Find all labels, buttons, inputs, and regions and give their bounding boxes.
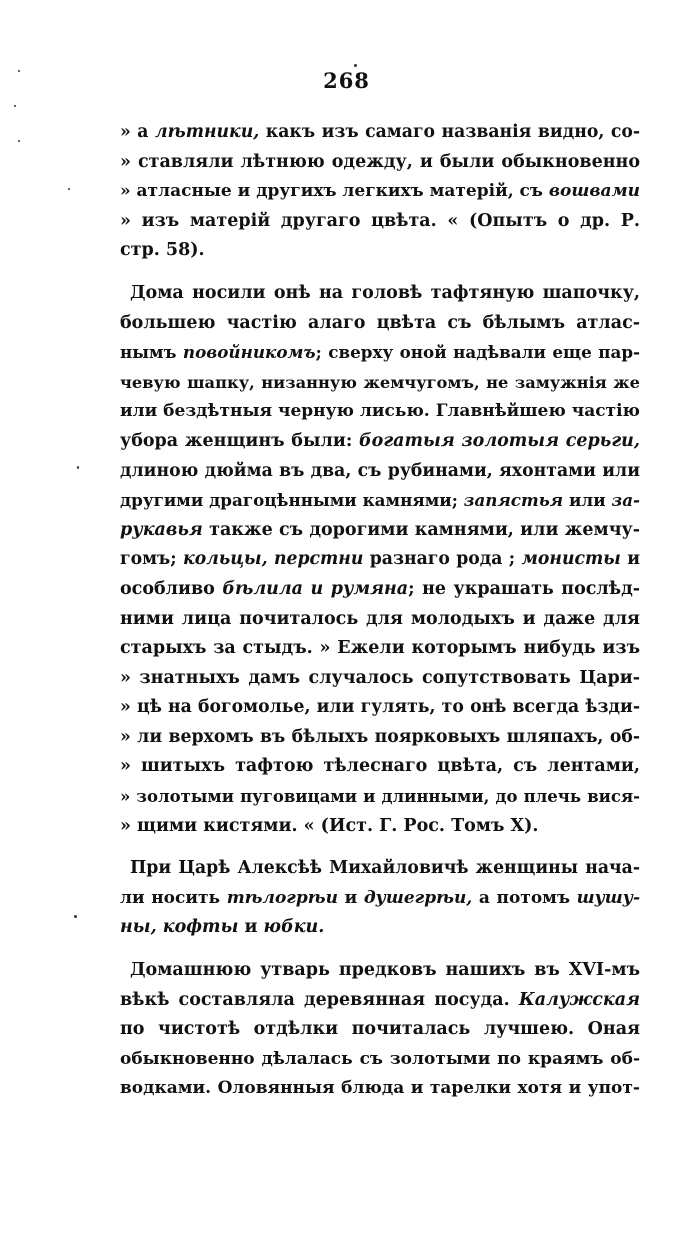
speck [68, 188, 70, 190]
text-line: При Царѣ Алексѣѣ Михайловичѣ женщины нача- [130, 858, 640, 879]
text-line: особливо бѣлила и румяна; не украшать послѣд- [120, 578, 640, 599]
speck [77, 466, 79, 469]
text-line: » изъ матерій другаго цвѣта. « (Опытъ о др. Р. [120, 210, 640, 231]
text-line: рукавья также съ дорогими камнями, или жемчу- [120, 519, 640, 540]
text-line: ны, кофты и юбки. [120, 917, 325, 938]
text-line: большею частію алаго цвѣта съ бѣлымъ атлас- [120, 312, 640, 333]
text-line: » щими кистями. « (Ист. Г. Рос. Томъ X). [120, 815, 539, 836]
speck [14, 105, 16, 107]
text-line: » ставляли лѣтнюю одежду, и были обыкновенно [120, 151, 640, 172]
text-line: длиною дюйма въ два, съ рубинами, яхонтами или [120, 460, 640, 481]
body-text [120, 118, 640, 1104]
speck [354, 64, 357, 67]
speck [18, 70, 20, 72]
text-line: стр. 58). [120, 240, 205, 261]
text-line: чевую шапку, низанную жемчугомъ, не замужнія же [120, 372, 640, 392]
speck [74, 915, 77, 918]
text-line: гомъ; кольцы, перстни разнаго рода ; монисты и [120, 549, 640, 570]
text-line: или бездѣтныя черную лисью. Главнѣйшею частію [120, 401, 640, 422]
text-line: вѣкѣ составляла деревянная посуда. Калужская [120, 989, 640, 1010]
text-line: обыкновенно дѣлалась съ золотыми по краямъ об- [120, 1048, 640, 1069]
text-line: нымъ повойникомъ; сверху оной надѣвали еще пар- [120, 342, 640, 363]
speck [18, 140, 20, 142]
text-line: Дома носили онѣ на головѣ тафтяную шапочку, [130, 282, 640, 303]
text-line: » ли верхомъ въ бѣлыхъ поярковыхъ шляпахъ, об- [120, 726, 640, 747]
text-line: ними лица почиталось для молодыхъ и даже для [120, 608, 640, 629]
text-line: другими драгоцѣнными камнями; запястья или за- [120, 490, 640, 511]
text-line: » цѣ на богомолье, или гулять, то онѣ всегда ѣзди- [120, 697, 640, 718]
page-number: 268 [323, 68, 370, 93]
text-line: водками. Оловянныя блюда и тарелки хотя и упот- [120, 1078, 640, 1099]
text-line: » шитыхъ тафтою тѣлеснаго цвѣта, съ лентами, [120, 756, 640, 777]
text-line: » атласные и другихъ легкихъ матерій, съ вошвами [120, 181, 640, 202]
text-line: убора женщинъ были: богатыя золотыя серьги, [120, 430, 640, 451]
text-line: по чистотѣ отдѣлки почиталась лучшею. Оная [120, 1019, 640, 1040]
text-line: старыхъ за стыдъ. » Ежели которымъ нибудь изъ [120, 638, 640, 659]
text-line: » а лѣтники, какъ изъ самаго названія видно, со- [120, 122, 640, 142]
text-line: » знатныхъ дамъ случалось сопутствовать Цари- [120, 667, 640, 688]
text-line: Домашнюю утварь предковъ нашихъ въ XVI-мъ [130, 960, 640, 981]
text-line: ли носить тѣлогрѣи и душегрѣи, а потомъ шушу- [120, 887, 640, 908]
text-line: » золотыми пуговицами и длинными, до плечь вися- [120, 787, 640, 807]
